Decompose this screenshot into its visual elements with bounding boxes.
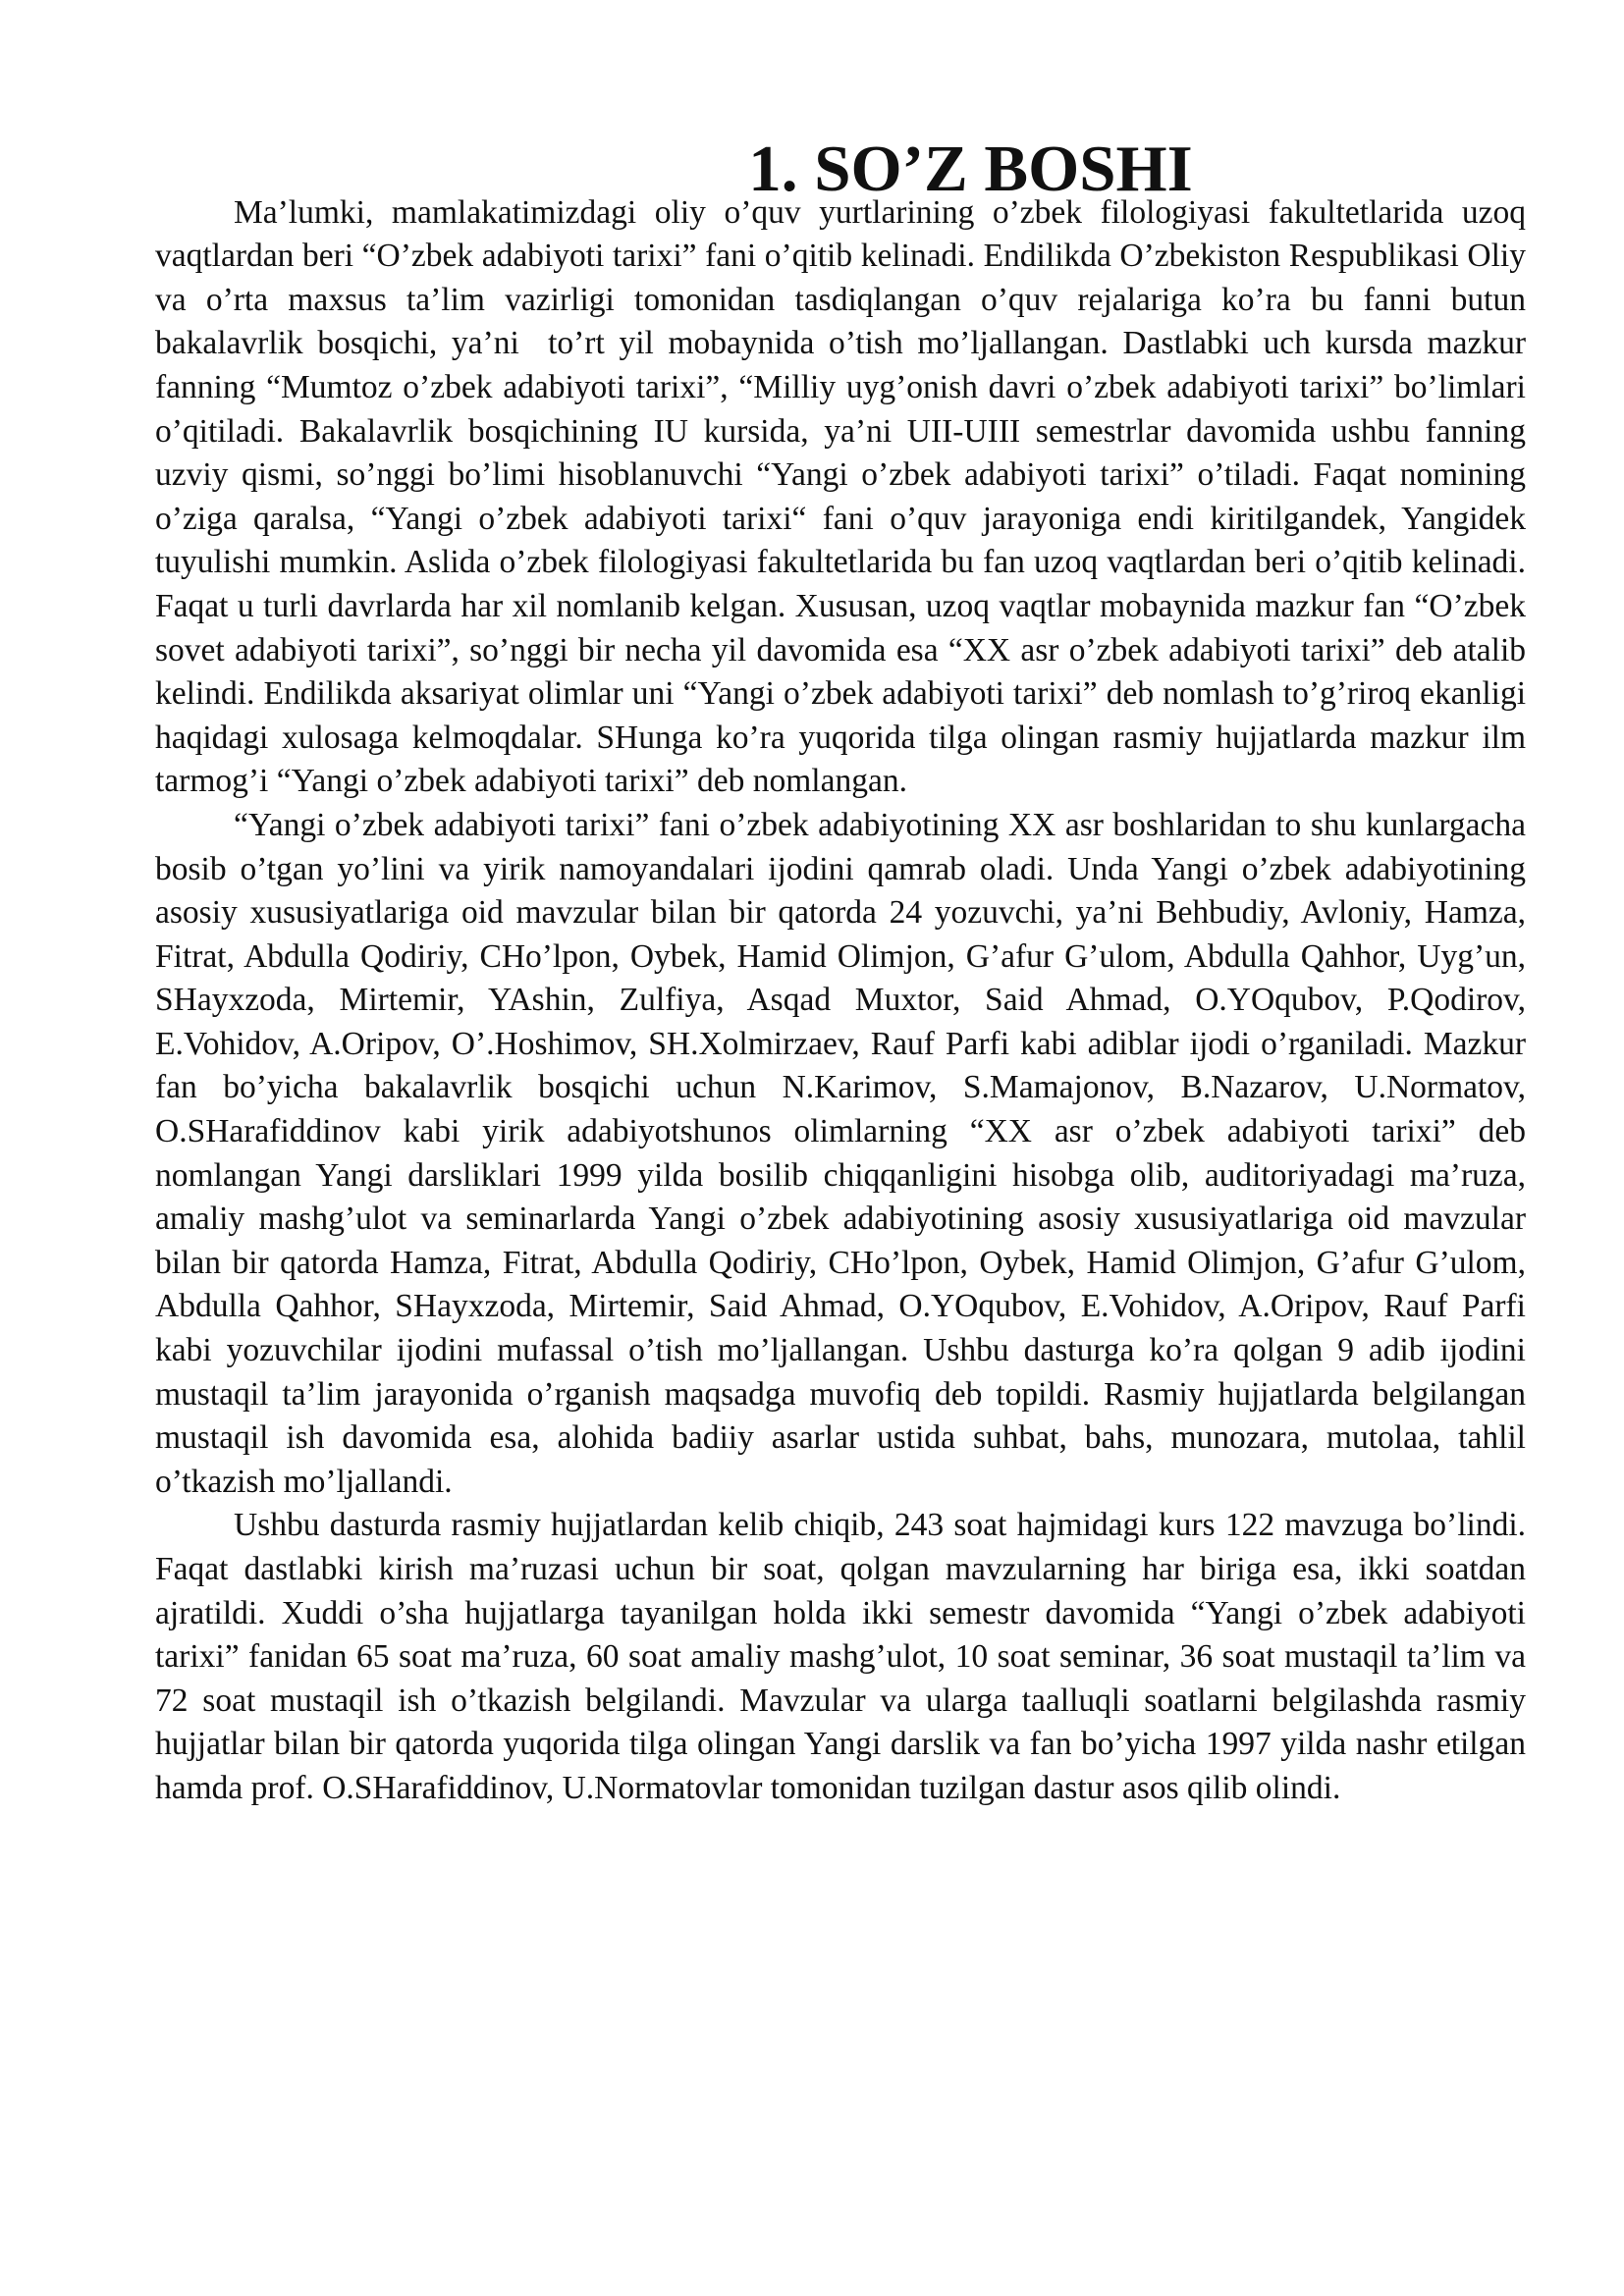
paragraph-2: “Yangi o’zbek adabiyoti tarixi” fani o’zbek adabiyotining XX asr boshlaridan to shu kunlargacha bosib o’tgan yo’lini va yirik namoyandalari ijodini qamrab oladi. Unda Yangi o’zbek adabiyotining asosiy xususiyatlariga oid mavzular bilan bir qatorda 24 yozuvchi, ya’ni Behbudiy, Avloniy, Hamza, Fitrat, Abdulla Qodiriy, CHo’lpon, Oybek, Hamid Olimjon, G’afur G’ulom, Abdulla Qahhor, Uyg’un, SHayxzoda, Mirtemir, YAshin, Zulfiya, Asqad Muxtor, Said Ahmad, O.YOqubov, P.Qodirov, E.Vohidov, A.Oripov, O’.Hoshimov, SH.Xolmirzaev, Rauf Parfi kabi adiblar ijodi o’rganiladi. Mazkur fan bo’yicha bakalavrlik bosqichi uchun N.Karimov, S.Mamajonov, B.Nazarov, U.Normatov, O.SHarafiddinov kabi yirik adabiyotshunos olimlarning “XX asr o’zbek adabiyoti tarixi” deb nomlangan Yangi darsliklari 1999 yilda bosilib chiqqanligini hisobga olib, auditoriyadagi ma’ruza, amaliy mashg’ulot va seminarlarda Yangi o’zbek adabiyotining asosiy xususiyatlariga oid mavzular bilan bir qatorda Hamza, Fitrat, Abdulla Qodiriy, CHo’lpon, Oybek, Hamid Olimjon, G’afur G’ulom, Abdulla Qahhor, SHayxzoda, Mirtemir, Said Ahmad, O.YOqubov, E.Vohidov, A.Oripov, Rauf Parfi kabi yozuvchilar ijodini mufassal o’tish mo’ljallangan. Ushbu dasturga ko’ra qolgan 9 adib ijodini mustaqil ta’lim jarayonida o’rganish maqsadga muvofiq deb topildi. Rasmiy hujjatlarda belgilangan mustaqil ish davomida esa, alohida badiiy asarlar ustida suhbat, bahs, munozara, mutolaa, tahlil o’tkazish mo’ljallandi. — [155, 806, 1526, 1500]
paragraph-1: Ma’lumki, mamlakatimizdagi oliy o’quv yurtlarining o’zbek filologiyasi fakultetlarida uzoq vaqtlardan beri “O’zbek adabiyoti tarixi” fani o’qitib kelinadi. Endilikda O’zbekiston Respublikasi Oliy va o’rta maxsus ta’lim vazirligi tomonidan tasdiqlangan o’quv rejalariga ko’ra bu fanni butun bakalavrlik bosqichi, ya’ni to’rt yil mobaynida o’tish mo’ljallangan. Dastlabki uch kursda mazkur fanning “Mumtoz o’zbek adabiyoti tarixi”, “Milliy uyg’onish davri o’zbek adabiyoti tarixi” bo’limlari o’qitiladi. Bakalavrlik bosqichining IU kursida, ya’ni UII-UIII semestrlar davomida ushbu fanning uzviy qismi, so’nggi bo’limi hisoblanuvchi “Yangi o’zbek adabiyoti tarixi” o’tiladi. Faqat nomining o’ziga qaralsa, “Yangi o’zbek adabiyoti tarixi“ fani o’quv jarayoniga endi kiritilgandek, Yangidek tuyulishi mumkin. Aslida o’zbek filologiyasi fakultetlarida bu fan uzoq vaqtlardan beri o’qitib kelinadi. Faqat u turli davrlarda har xil nomlanib kelgan. Xususan, uzoq vaqtlar mobaynida mazkur fan “O’zbek sovet adabiyoti tarixi”, so’nggi bir necha yil davomida esa “XX asr o’zbek adabiyoti tarixi” deb atalib kelindi. Endilikda aksariyat olimlar uni “Yangi o’zbek adabiyoti tarixi” deb nomlash to’g’riroq ekanligi haqidagi xulosaga kelmoqdalar. SHunga ko’ra yuqorida tilga olingan rasmiy hujjatlarda mazkur ilm tarmog’i “Yangi o’zbek adabiyoti tarixi” deb nomlangan. — [155, 193, 1567, 800]
paragraph-3: Ushbu dasturda rasmiy hujjatlardan kelib chiqib, 243 soat hajmidagi kurs 122 mavzuga bo’lindi. Faqat dastlabki kirish ma’ruzasi uchun bir soat, qolgan mavzularning har biriga esa, ikki soatdan ajratildi. Xuddi o’sha hujjatlarga tayanilgan holda ikki semestr davomida “Yangi o’zbek adabiyoti tarixi” fanidan 65 soat ma’ruza, 60 soat amaliy mashg’ulot, 10 soat seminar, 36 soat mustaqil ta’lim va 72 soat mustaqil ish o’tkazish belgilandi. Mavzular va ularga taalluqli soatlarni belgilashda rasmiy hujjatlar bilan bir qatorda yuqorida tilga olingan Yangi darslik va fan bo’yicha 1997 yilda nashr etilgan hamda prof. O.SHarafiddinov, U.Normatovlar tomonidan tuzilgan dastur asos qilib olindi. — [155, 1507, 1526, 1806]
page-title: 1. SO’Z BOSHI — [748, 133, 1193, 205]
document-page — [155, 133, 1567, 1811]
